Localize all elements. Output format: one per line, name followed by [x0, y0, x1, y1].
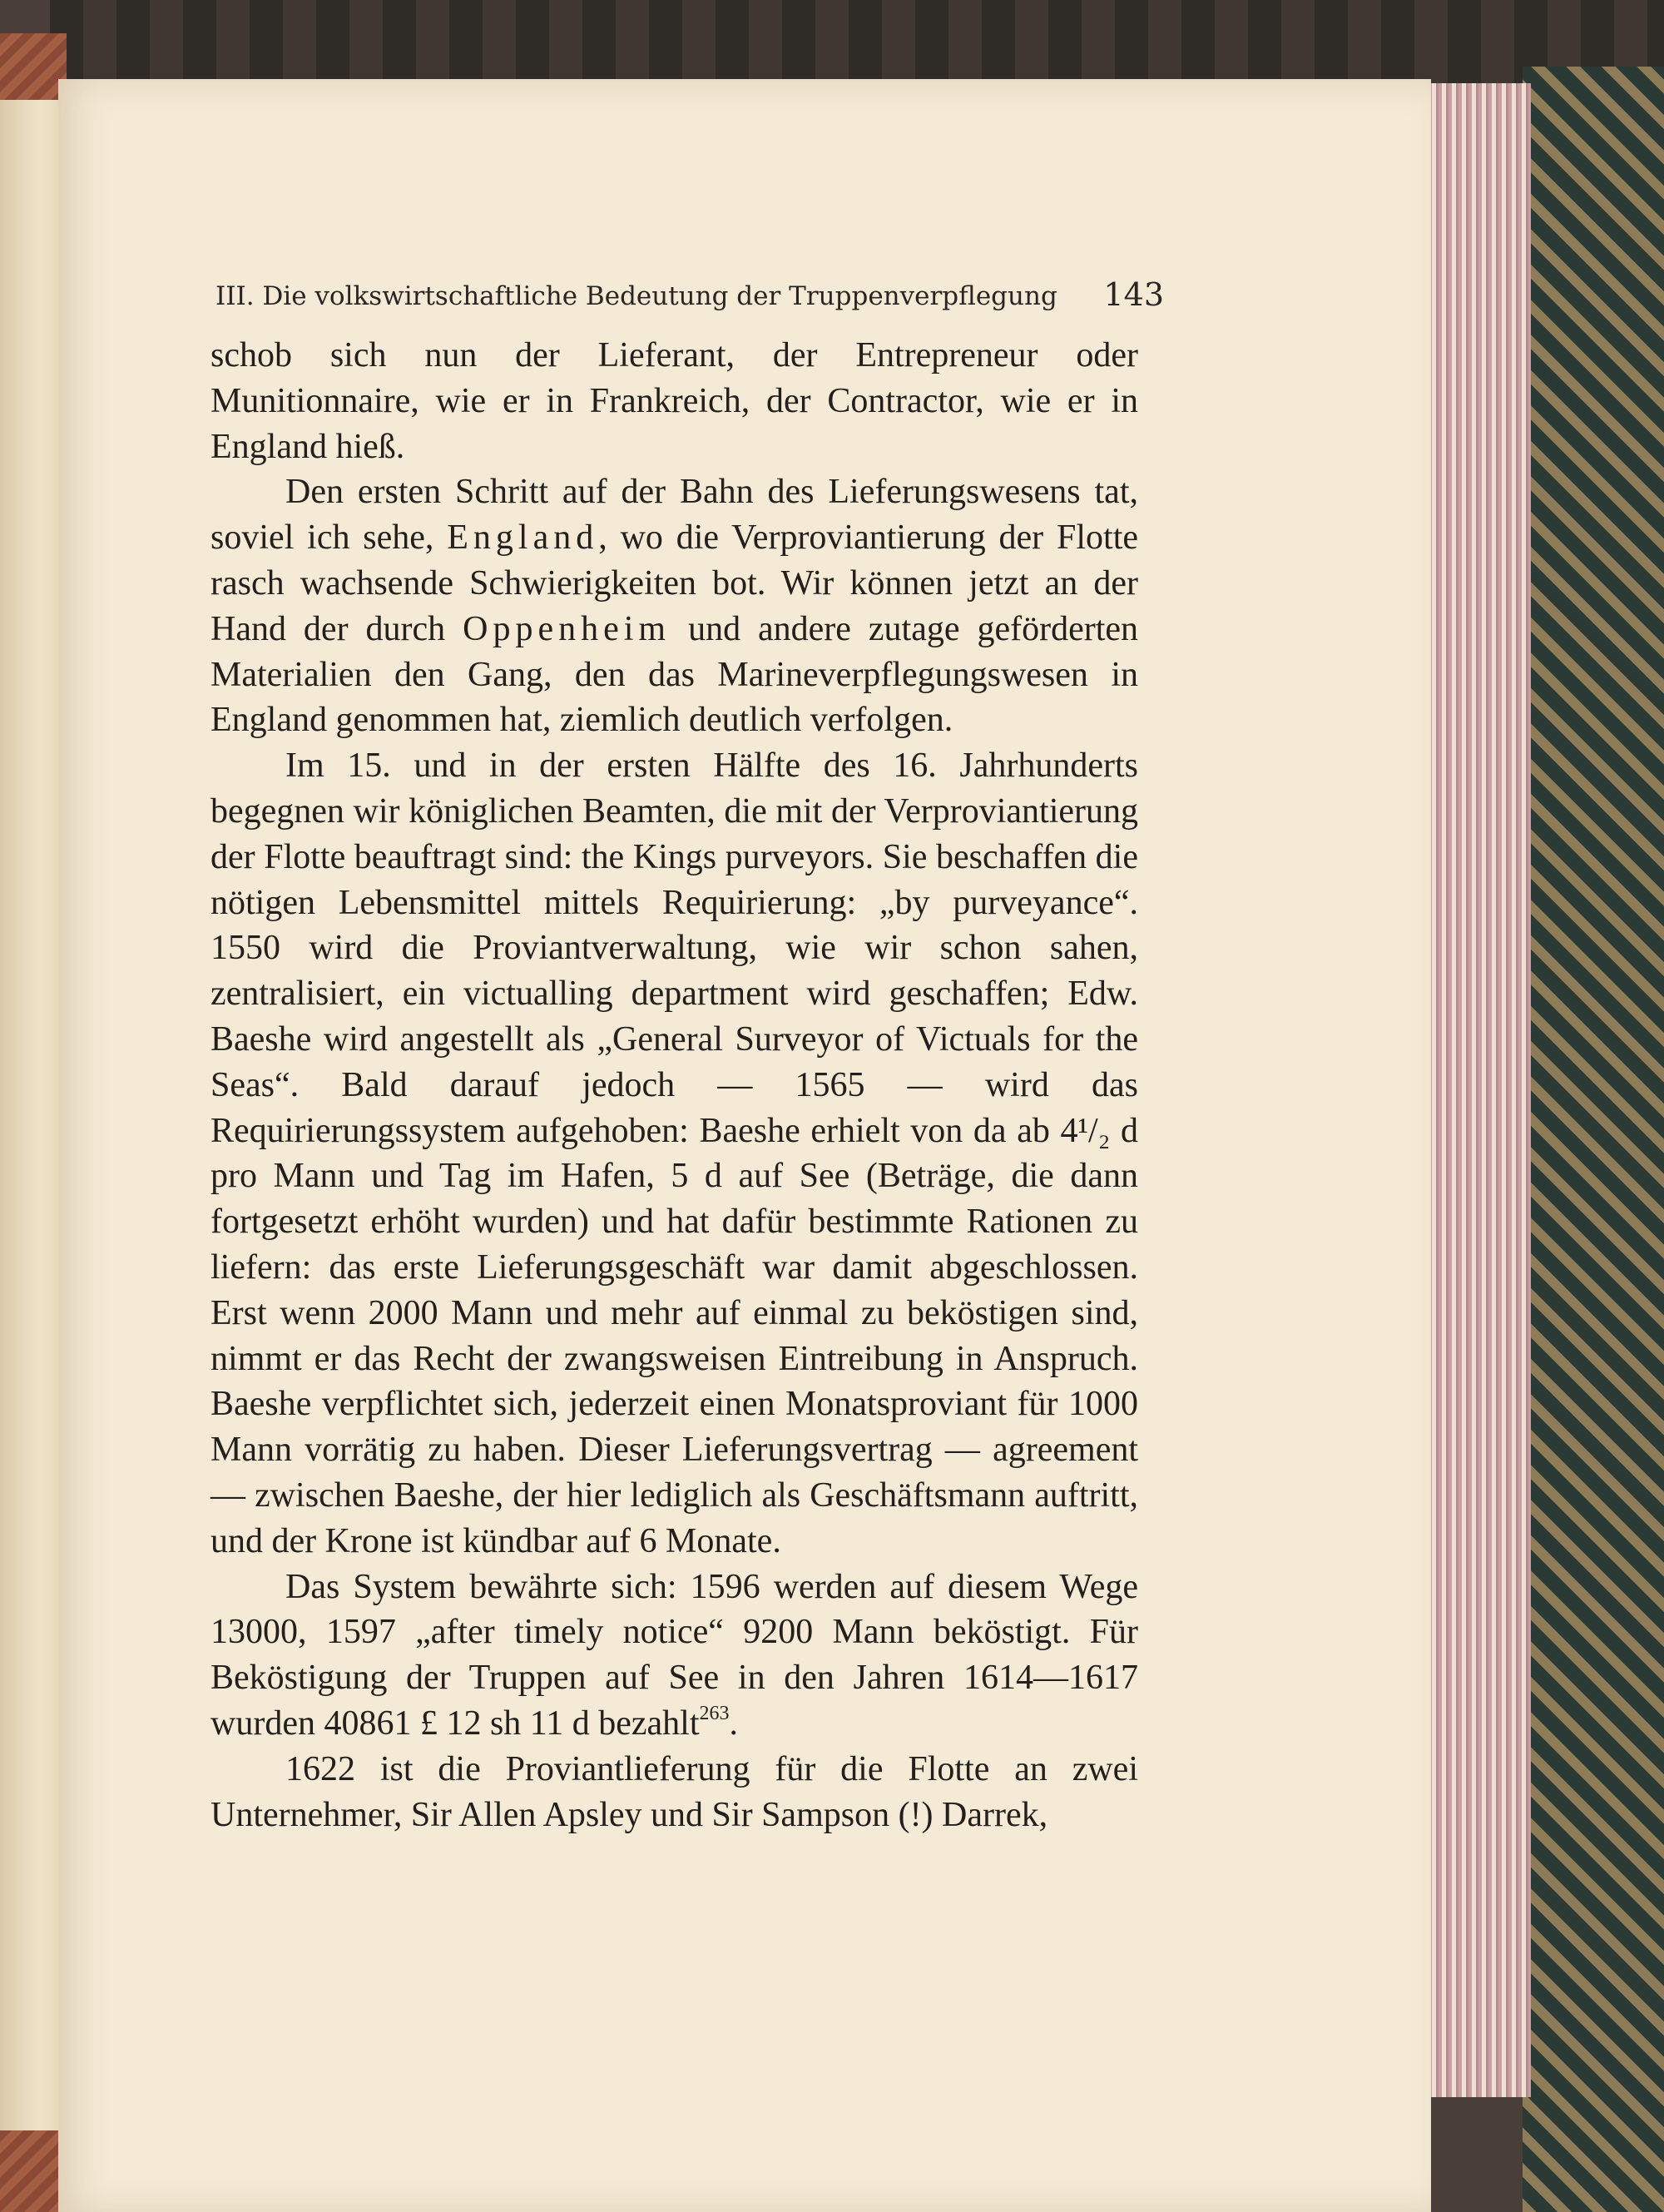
paragraph-5: 1622 ist die Proviantlieferung für die Flotte an zwei Unternehmer, Sir Allen Apsley und Sir Sampson (!) Darrek,	[210, 1749, 1138, 1834]
emphasis-oppenheim: Oppenheim	[463, 609, 671, 648]
book-cover-top	[50, 0, 1664, 92]
paragraph-4-end: .	[729, 1704, 739, 1743]
page-edge-stack	[1419, 83, 1531, 2097]
bookmark-ribbon-bottom	[0, 2130, 67, 2212]
paragraph-2	[210, 469, 1138, 743]
paragraph-3: Im 15. und in der ersten Hälfte des 16. Jahrhunderts begegnen wir königlichen Beamten, die mit der Verproviantierung der Flotte beauftragt sind: the Kings purveyors. Sie beschaffen die nötigen Lebensmittel mittels Requirierung: „by purveyance“. 1550 wird die Proviantverwaltung, wie wir schon sahen, zentralisiert, ein victualling department wird geschaffen; Edw. Baeshe wird angestellt als „General Surveyor of Victuals for the Seas“. Bald darauf jedoch — 1565 — wird das Requirierungssystem aufgehoben: Baeshe erhielt von da ab 4¹/₂ d pro Mann und Tag im Hafen, 5 d auf See (Beträge, die dann fortgesetzt erhöht wurden) und hat dafür bestimmte Rationen zu liefern: das erste Lieferungsgeschäft war damit abgeschlossen. Erst wenn 2000 Mann und mehr auf einmal zu beköstigen sind, nimmt er das Recht der zwangsweisen Eintreibung in Anspruch. Baeshe verpflichtet sich, jederzeit einen Monatsproviant für 1000 Mann vorrätig zu haben. Dieser Lieferungsvertrag — agreement — zwischen Baeshe, der hier lediglich als Geschäftsmann auftritt, und der Krone ist kündbar auf 6 Monate.	[210, 746, 1138, 1560]
paragraph-2-part-c: , wo die Verproviantierung der Flotte rasch wachsende Schwierigkeiten bot. Wir können jetzt an der Hand der durch	[210, 518, 1139, 648]
running-head	[215, 276, 1164, 313]
paragraph-4-text: Das System bewährte sich: 1596 werden auf diesem Wege 13000, 1597 „after timely notice“ 9200 Mann beköstigt. Für Beköstigung der Truppen auf See in den Jahren 1614—1617 wurden 40861 £ 12 sh 11 d bezahlt	[210, 1567, 1138, 1743]
chapter-number: III.	[215, 281, 255, 311]
body-text	[210, 333, 1138, 1838]
chapter-title: Die volkswirtschaftliche Bedeutung der Truppenverpflegung	[262, 281, 1057, 311]
book-cover-right	[1523, 67, 1664, 2212]
page-number: 143	[1103, 276, 1164, 313]
footnote-marker[interactable]: 263	[699, 1702, 730, 1724]
emphasis-england: England	[447, 518, 599, 558]
paragraph-2-part-e: und andere zutage geförderten Materialien den Gang, den das Marineverpflegungswesen in England genommen hat, ziemlich deutlich verfolgen.	[210, 609, 1139, 740]
bookmark-ribbon-top	[0, 33, 67, 100]
paragraph-4	[210, 1565, 1138, 1747]
paragraph-1: schob sich nun der Lieferant, der Entrepreneur oder Munitionnaire, wie er in Frankreich, der Contractor, wie er in England hieß.	[210, 336, 1138, 466]
paragraph-2-part-a: Den ersten Schritt auf der Bahn des Lieferungswesens tat, soviel ich sehe,	[210, 473, 1138, 558]
left-page-edge	[0, 79, 65, 2212]
